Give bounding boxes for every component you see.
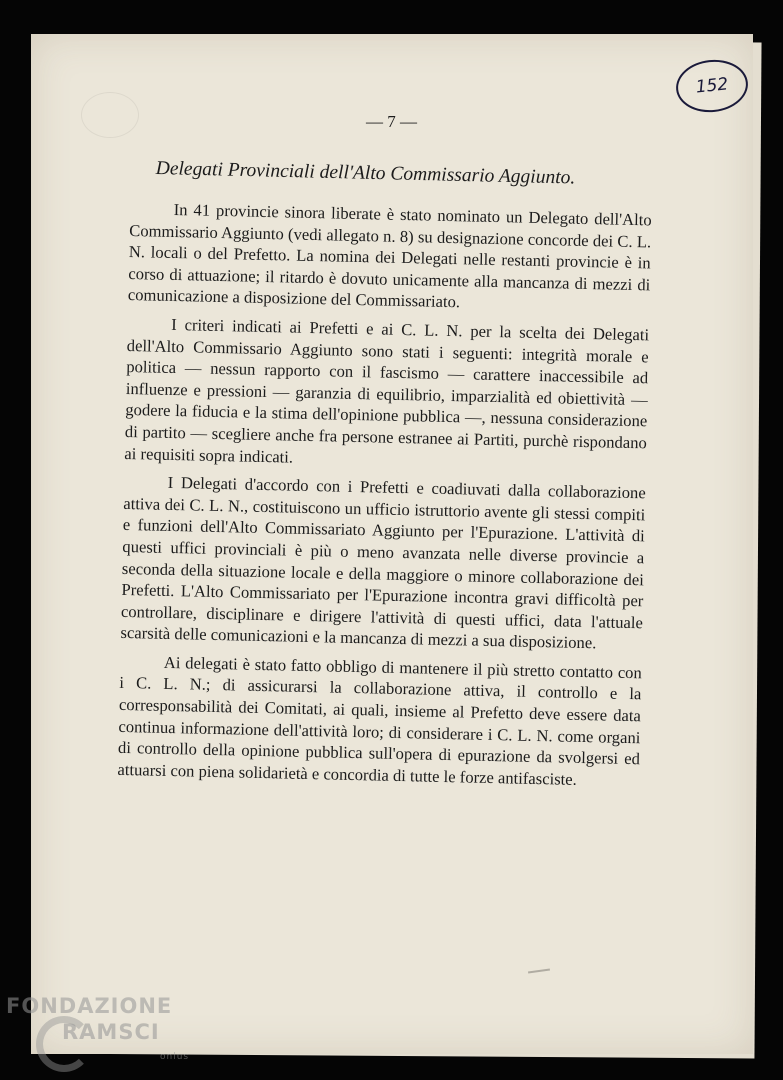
watermark-logo <box>6 994 196 1074</box>
watermark-line1: FONDAZIONE <box>6 994 173 1018</box>
archive-number-text: 152 <box>694 74 730 98</box>
section-heading: Delegati Provinciali dell'Alto Commissario Aggiunto. <box>155 158 576 189</box>
paragraph: I Delegati d'accordo con i Prefetti e coadiuvati dalla collaborazione attiva dei C. L. N., costituiscono un ufficio istruttorio avente gli stessi compiti e funzioni dell'Alto Commissariato Aggiunto per l'Epurazione. L'attività di questi uffici provinciali è più o meno avanzata nelle diverse provincie a seconda della situazione locale e della maggiore o minore collaborazione dei Prefetti. L'Alto Commissariato per l'Epurazione incontra gravi difficoltà per controllare, disciplinare e dirigere l'attività di questi uffici, data l'attuale scarsità delle comunicazioni e la mancanza di mezzi a sua disposizione. <box>120 473 646 653</box>
page-number: — 7 — <box>366 112 417 131</box>
paragraph: Ai delegati è stato fatto obbligo di mantenere il più stretto contatto con i C. L. N.; di assicurarsi la collaborazione attiva, il controllo e la corresponsabilità dei Comitati, ai quali, insieme al Prefetto deve essere data continua informazione dell'attività loro; di considerare i C. L. N. come organi di controllo della opinione pubblica sull'opera di epurazione da svolgersi ed attuarsi con piena solidarietà e concordia di tutte le forze antifasciste. <box>117 652 642 789</box>
body-text <box>117 198 652 799</box>
paragraph: I criteri indicati ai Prefetti e ai C. L. N. per la scelta dei Delegati dell'Alto Commissario Aggiunto sono stati i seguenti: integrità morale e politica — nessun rapporto con il fascismo — carattere inaccessibile ad influenze e pressioni — garanzia di equilibrio, imparzialità ed obiettività — godere la fiducia e la stima dell'opinione pubblica —, nessuna considerazione di partito — scegliere anche fra persone estranee ai Partiti, purchè rispondano ai requisiti sopra indicati. <box>124 314 650 467</box>
watermark-line2: RAMSCI <box>62 1020 160 1044</box>
paragraph: In 41 provincie sinora liberate è stato nominato un Delegato dell'Alto Commissario Aggiunto (vedi allegato n. 8) su designazione concorde dei C. L. N. locali o del Prefetto. La nomina dei Delegati nelle restanti provincie è in corso di attuazione; il ritardo è dovuto unicamente alla mancanza di mezzi di comunicazione a disposizione del Commissariato. <box>127 199 652 312</box>
watermark-sub: onlus <box>160 1052 190 1062</box>
